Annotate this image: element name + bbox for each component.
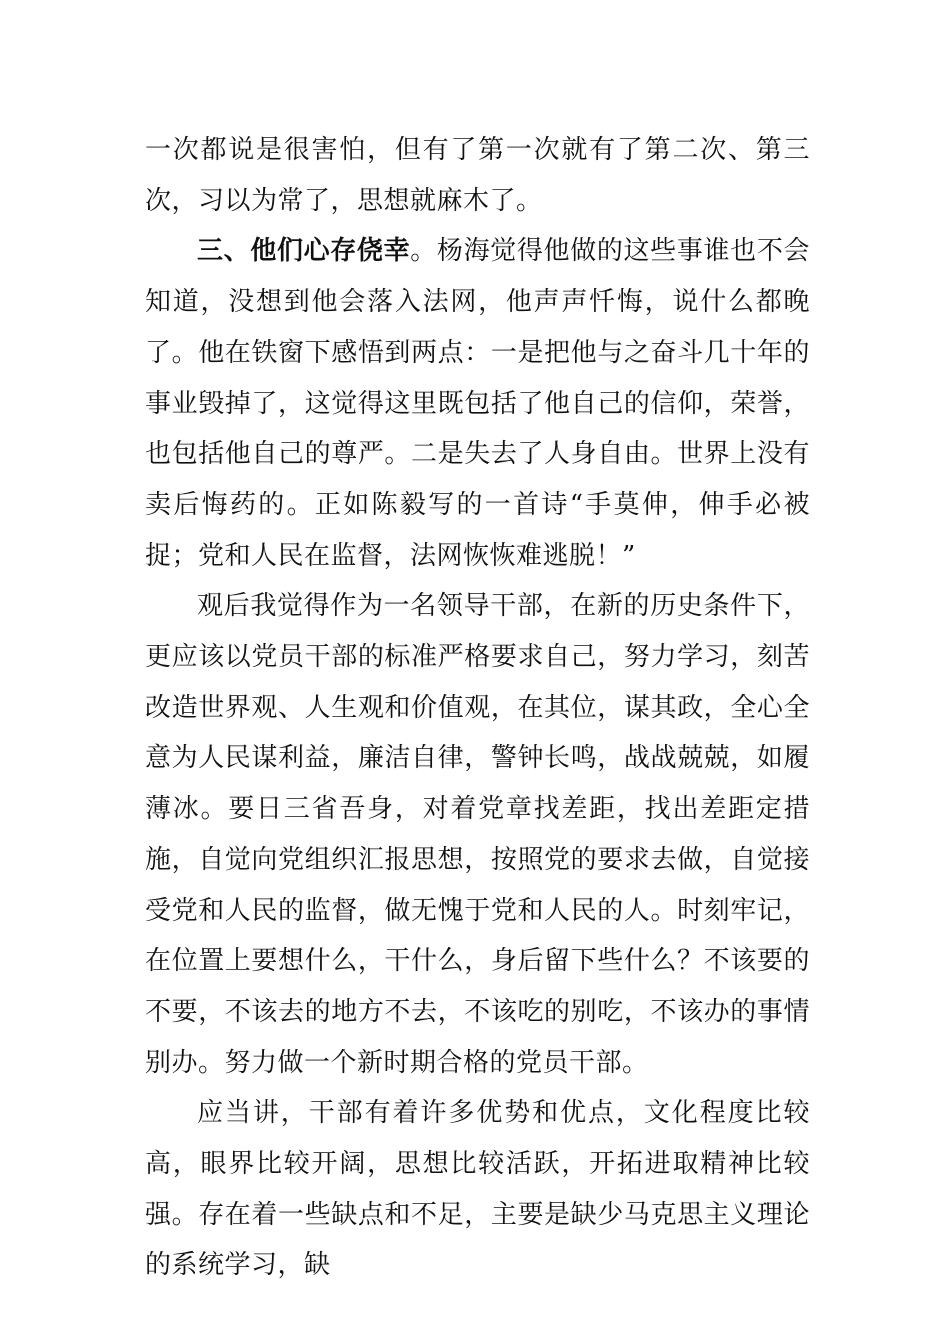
paragraph-3 xyxy=(145,581,810,1088)
document-body xyxy=(145,125,810,1291)
paragraph-1-text: 一次都说是很害怕，但有了第一次就有了第二次、第三次，习以为常了，思想就麻木了。 xyxy=(145,135,810,216)
paragraph-4-text: 应当讲，干部有着许多优势和优点，文化程度比较高，眼界比较开阔，思想比较活跃，开拓进取精神比较强。存在着一些缺点和不足，主要是缺少马克思主义理论的系统学习，缺 xyxy=(145,1098,810,1281)
paragraph-1 xyxy=(145,125,810,226)
paragraph-4 xyxy=(145,1088,810,1291)
paragraph-3-text: 观后我觉得作为一名领导干部，在新的历史条件下，更应该以党员干部的标准严格要求自己，努力学习，刻苦改造世界观、人生观和价值观，在其位，谋其政，全心全意为人民谋利益，廉洁自律，警钟长鸣，战战兢兢，如履薄冰。要日三省吾身，对着党章找差距，找出差距定措施，自觉向党组织汇报思想，按照党的要求去做，自觉接受党和人民的监督，做无愧于党和人民的人。时刻牢记，在位置上要想什么，干什么，身后留下些什么？不该要的不要，不该去的地方不去，不该吃的别吃，不该办的事情别办。努力做一个新时期合格的党员干部。 xyxy=(145,591,810,1078)
paragraph-2 xyxy=(145,226,810,581)
paragraph-2-text: 。杨海觉得他做的这些事谁也不会知道，没想到他会落入法网，他声声忏悔，说什么都晚了。他在铁窗下感悟到两点：一是把他与之奋斗几十年的事业毁掉了，这觉得这里既包括了他自己的信仰，荣誉，也包括他自己的尊严。二是失去了人身自由。世界上没有卖后悔药的。正如陈毅写的一首诗“手莫伸，伸手必被捉；党和人民在监督，法网恢恢难逃脱！” xyxy=(145,236,810,571)
section-heading: 三、他们心存侥幸 xyxy=(197,236,411,267)
